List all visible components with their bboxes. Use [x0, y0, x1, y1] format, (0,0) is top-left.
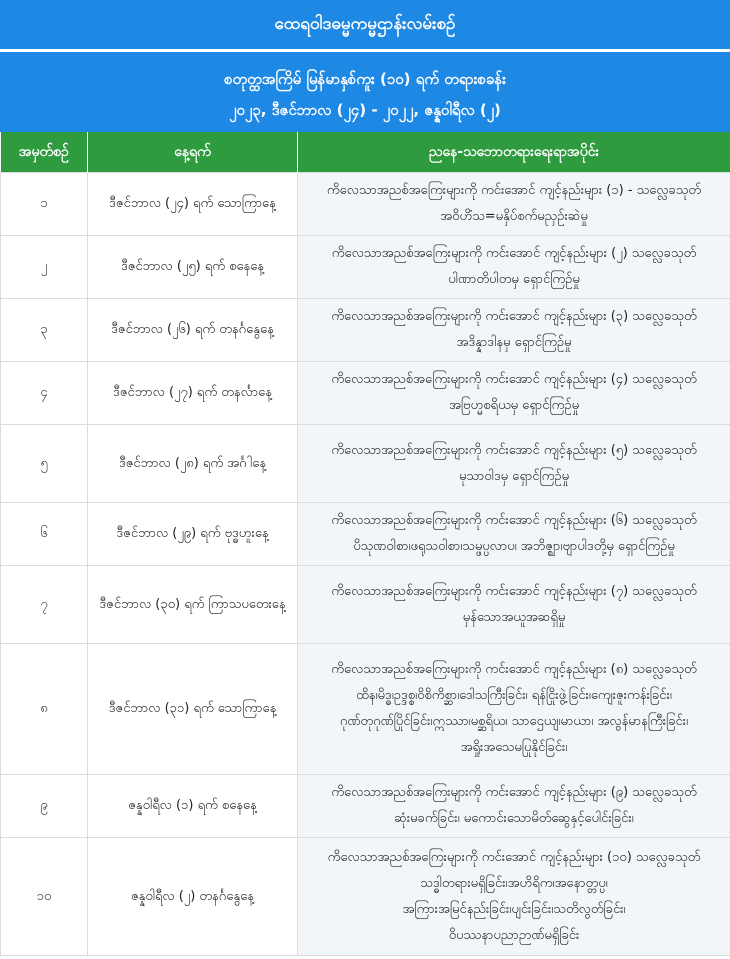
- row-topic: [298, 503, 730, 566]
- row-date: ဒီဇင်ဘာလ (၃၁) ရက် သောကြာနေ့: [88, 644, 298, 775]
- row-topic: [298, 299, 730, 362]
- topic-line: ဝိပဿနာပညာဉာဏ်မရှိခြင်း: [448, 927, 580, 943]
- topic-line: ကိလေသာအညစ်အကြေးများကို ကင်းအောင် ကျင့်နည်းများ (၁၀) သလ္လေခသုတ်: [327, 849, 701, 865]
- row-date: ဇန္နဝါရီလ (၁) ရက် စနေနေ့: [88, 775, 298, 838]
- column-header-topic: ညနေ-သဘောတရားရေးရာအပိုင်း: [298, 132, 730, 173]
- row-date: ဒီဇင်ဘာလ (၂၆) ရက် တနင်္ဂနွေနေ့: [88, 299, 298, 362]
- row-number: ၂: [1, 236, 88, 299]
- row-date: ဒီဇင်ဘာလ (၂၄) ရက် သောကြာနေ့: [88, 173, 298, 236]
- row-date: ဒီဇင်ဘာလ (၃၀) ရက် ကြာသပတေးနေ့: [88, 566, 298, 644]
- row-date: ဇန္နဝါရီလ (၂) တနင်္ဂနွေနေ့: [88, 838, 298, 956]
- table-row: [1, 644, 730, 775]
- topic-line: သဒ္ဓါတရားမရှိခြင်း၊အဟိရိက၊အနောတ္တပ္ပ၊: [420, 875, 608, 891]
- topic-line: ကိလေသာအညစ်အကြေးများကို ကင်းအောင် ကျင့်နည်းများ (၅) သလ္လေခသုတ်: [331, 442, 697, 458]
- column-header-date: နေ့ရက်: [88, 132, 298, 173]
- topic-line: အကြားအမြင်နည်းခြင်း၊ပျင်းခြင်း၊သတိလွတ်ခြင်း၊: [402, 901, 626, 917]
- row-date: ဒီဇင်ဘာလ (၂၇) ရက် တနင်္လာနေ့: [88, 362, 298, 425]
- row-topic: [298, 644, 730, 775]
- row-date: ဒီဇင်ဘာလ (၂၉) ရက် ဗုဒ္ဓဟူးနေ့: [88, 503, 298, 566]
- row-number: ၁၀: [1, 838, 88, 956]
- topic-line: ကိလေသာအညစ်အကြေးများကို ကင်းအောင် ကျင့်နည်းများ (၆) သလ္လေခသုတ်: [331, 513, 697, 528]
- topic-line: အဒိန္နာဒါနမှ ရှောင်ကြဉ်မှု: [456, 335, 572, 350]
- topic-line: ပါဏာတိပါတမှ ရှောင်ကြဉ်မှု: [448, 272, 580, 287]
- subtitle-line-1: စတုတ္ထအကြိမ် မြန်မာနှစ်ကူး (၁၀) ရက် တရားစခန်း: [224, 70, 506, 88]
- topic-line: ဂုဏ်တုဂုဏ်ပြိုင်ခြင်း၊ဣဿာ၊မစ္ဆရိယ၊ သာဌေယျ၊မာယာ၊ အလွန်မာနကြီးခြင်း၊: [339, 714, 689, 729]
- topic-line: ဆုံးမခက်ခြင်း၊ မကောင်းသောမိတ်ဆွေနှင့်ပေါင်းခြင်း၊: [394, 811, 634, 826]
- table-row: [1, 838, 730, 956]
- topic-line: ကိလေသာအညစ်အကြေးများကို ကင်းအောင် ကျင့်နည်းများ (၂) သလ္လေခသုတ်: [331, 246, 697, 261]
- page-title: ထေရဝါဒဓမ္မကမ္မဌာန်းလမ်းစဥ်: [0, 0, 730, 49]
- table-row: [1, 503, 730, 566]
- row-date: ဒီဇင်ဘာလ (၂၅) ရက် စနေနေ့: [88, 236, 298, 299]
- topic-line: ကိလေသာအညစ်အကြေးများကို ကင်းအောင် ကျင့်နည်းများ (၃) သလ္လေခသုတ်: [331, 309, 697, 324]
- topic-line: အဝိဟိံသ=မနှိပ်စက်မညှဥ်းဆဲမှု: [440, 209, 588, 224]
- table-row: [1, 425, 730, 503]
- topic-line: အရှိုးအသေမပြုနိုင်ခြင်း၊: [460, 740, 568, 755]
- row-topic: [298, 775, 730, 838]
- table-row: [1, 775, 730, 838]
- subtitle-line-2: ၂၀၂၃, ဒီဇင်ဘာလ (၂၄) - ၂၀၂၂, ဇန္နဝါရီလ (၂): [229, 101, 501, 119]
- row-number: ၈: [1, 644, 88, 775]
- row-topic: [298, 425, 730, 503]
- row-number: ၁: [1, 173, 88, 236]
- row-number: ၃: [1, 299, 88, 362]
- subtitle-block: [0, 49, 730, 132]
- topic-line: ထိန၊မိဒ္ဓ၊ဥဒ္ဒစ္စ၊ဝိစိကိစ္ဆာ၊ဒေါသကြီးခြင်း၊ ရန်ငြိုးဖွဲ့ခြင်း၊ကျေးဇူးကန်းခြင်း၊: [356, 688, 672, 703]
- topic-line: မှန်သောအယူအဆရှိမှု: [462, 609, 566, 625]
- topic-line: ကိလေသာအညစ်အကြေးများကို ကင်းအောင် ကျင့်နည်းများ (၈) သလ္လေခသုတ်: [331, 662, 697, 677]
- table-row: [1, 236, 730, 299]
- topic-line: ကိလေသာအညစ်အကြေးများကို ကင်းအောင် ကျင့်နည်းများ (၉) သလ္လေခသုတ်: [331, 785, 697, 800]
- row-number: ၅: [1, 425, 88, 503]
- topic-line: ကိလေသာအညစ်အကြေးများကို ကင်းအောင် ကျင့်နည်းများ (၄) သလ္လေခသုတ်: [331, 372, 697, 387]
- topic-line: ပိသုဏဝါစာ၊ဖရုသဝါစာ၊သမ္ဖပ္ပလာပ၊ အဘိဇ္ဈာ၊ဗျာပါဒတို့မှ ရှောင်ကြဉ်မှု: [353, 539, 675, 554]
- table-row: [1, 299, 730, 362]
- row-topic: [298, 173, 730, 236]
- row-topic: [298, 362, 730, 425]
- row-number: ၇: [1, 566, 88, 644]
- row-number: ၉: [1, 775, 88, 838]
- row-topic: [298, 838, 730, 956]
- topic-line: ကိလေသာအညစ်အကြေးများကို ကင်းအောင် ကျင့်နည်းများ (၁) - သလ္လေခသုတ်: [326, 183, 702, 198]
- table-row: [1, 566, 730, 644]
- topic-line: ကိလေသာအညစ်အကြေးများကို ကင်းအောင် ကျင့်နည်းများ (၇) သလ္လေခသုတ်: [331, 583, 697, 599]
- row-number: ၆: [1, 503, 88, 566]
- row-topic: [298, 236, 730, 299]
- topic-line: အဗြဟ္မစရိယမှ ရှောင်ကြဉ်မှု: [448, 398, 580, 413]
- table-header-row: [1, 132, 730, 173]
- row-date: ဒီဇင်ဘာလ (၂၈) ရက် အင်္ဂါနေ့: [88, 425, 298, 503]
- row-number: ၄: [1, 362, 88, 425]
- schedule-table: [0, 132, 730, 956]
- row-topic: [298, 566, 730, 644]
- column-header-number: အမှတ်စဥ်: [1, 132, 88, 173]
- table-row: [1, 173, 730, 236]
- table-row: [1, 362, 730, 425]
- topic-line: မုသာဝါဒမှ ရှောင်ကြဉ်မှု: [458, 468, 570, 484]
